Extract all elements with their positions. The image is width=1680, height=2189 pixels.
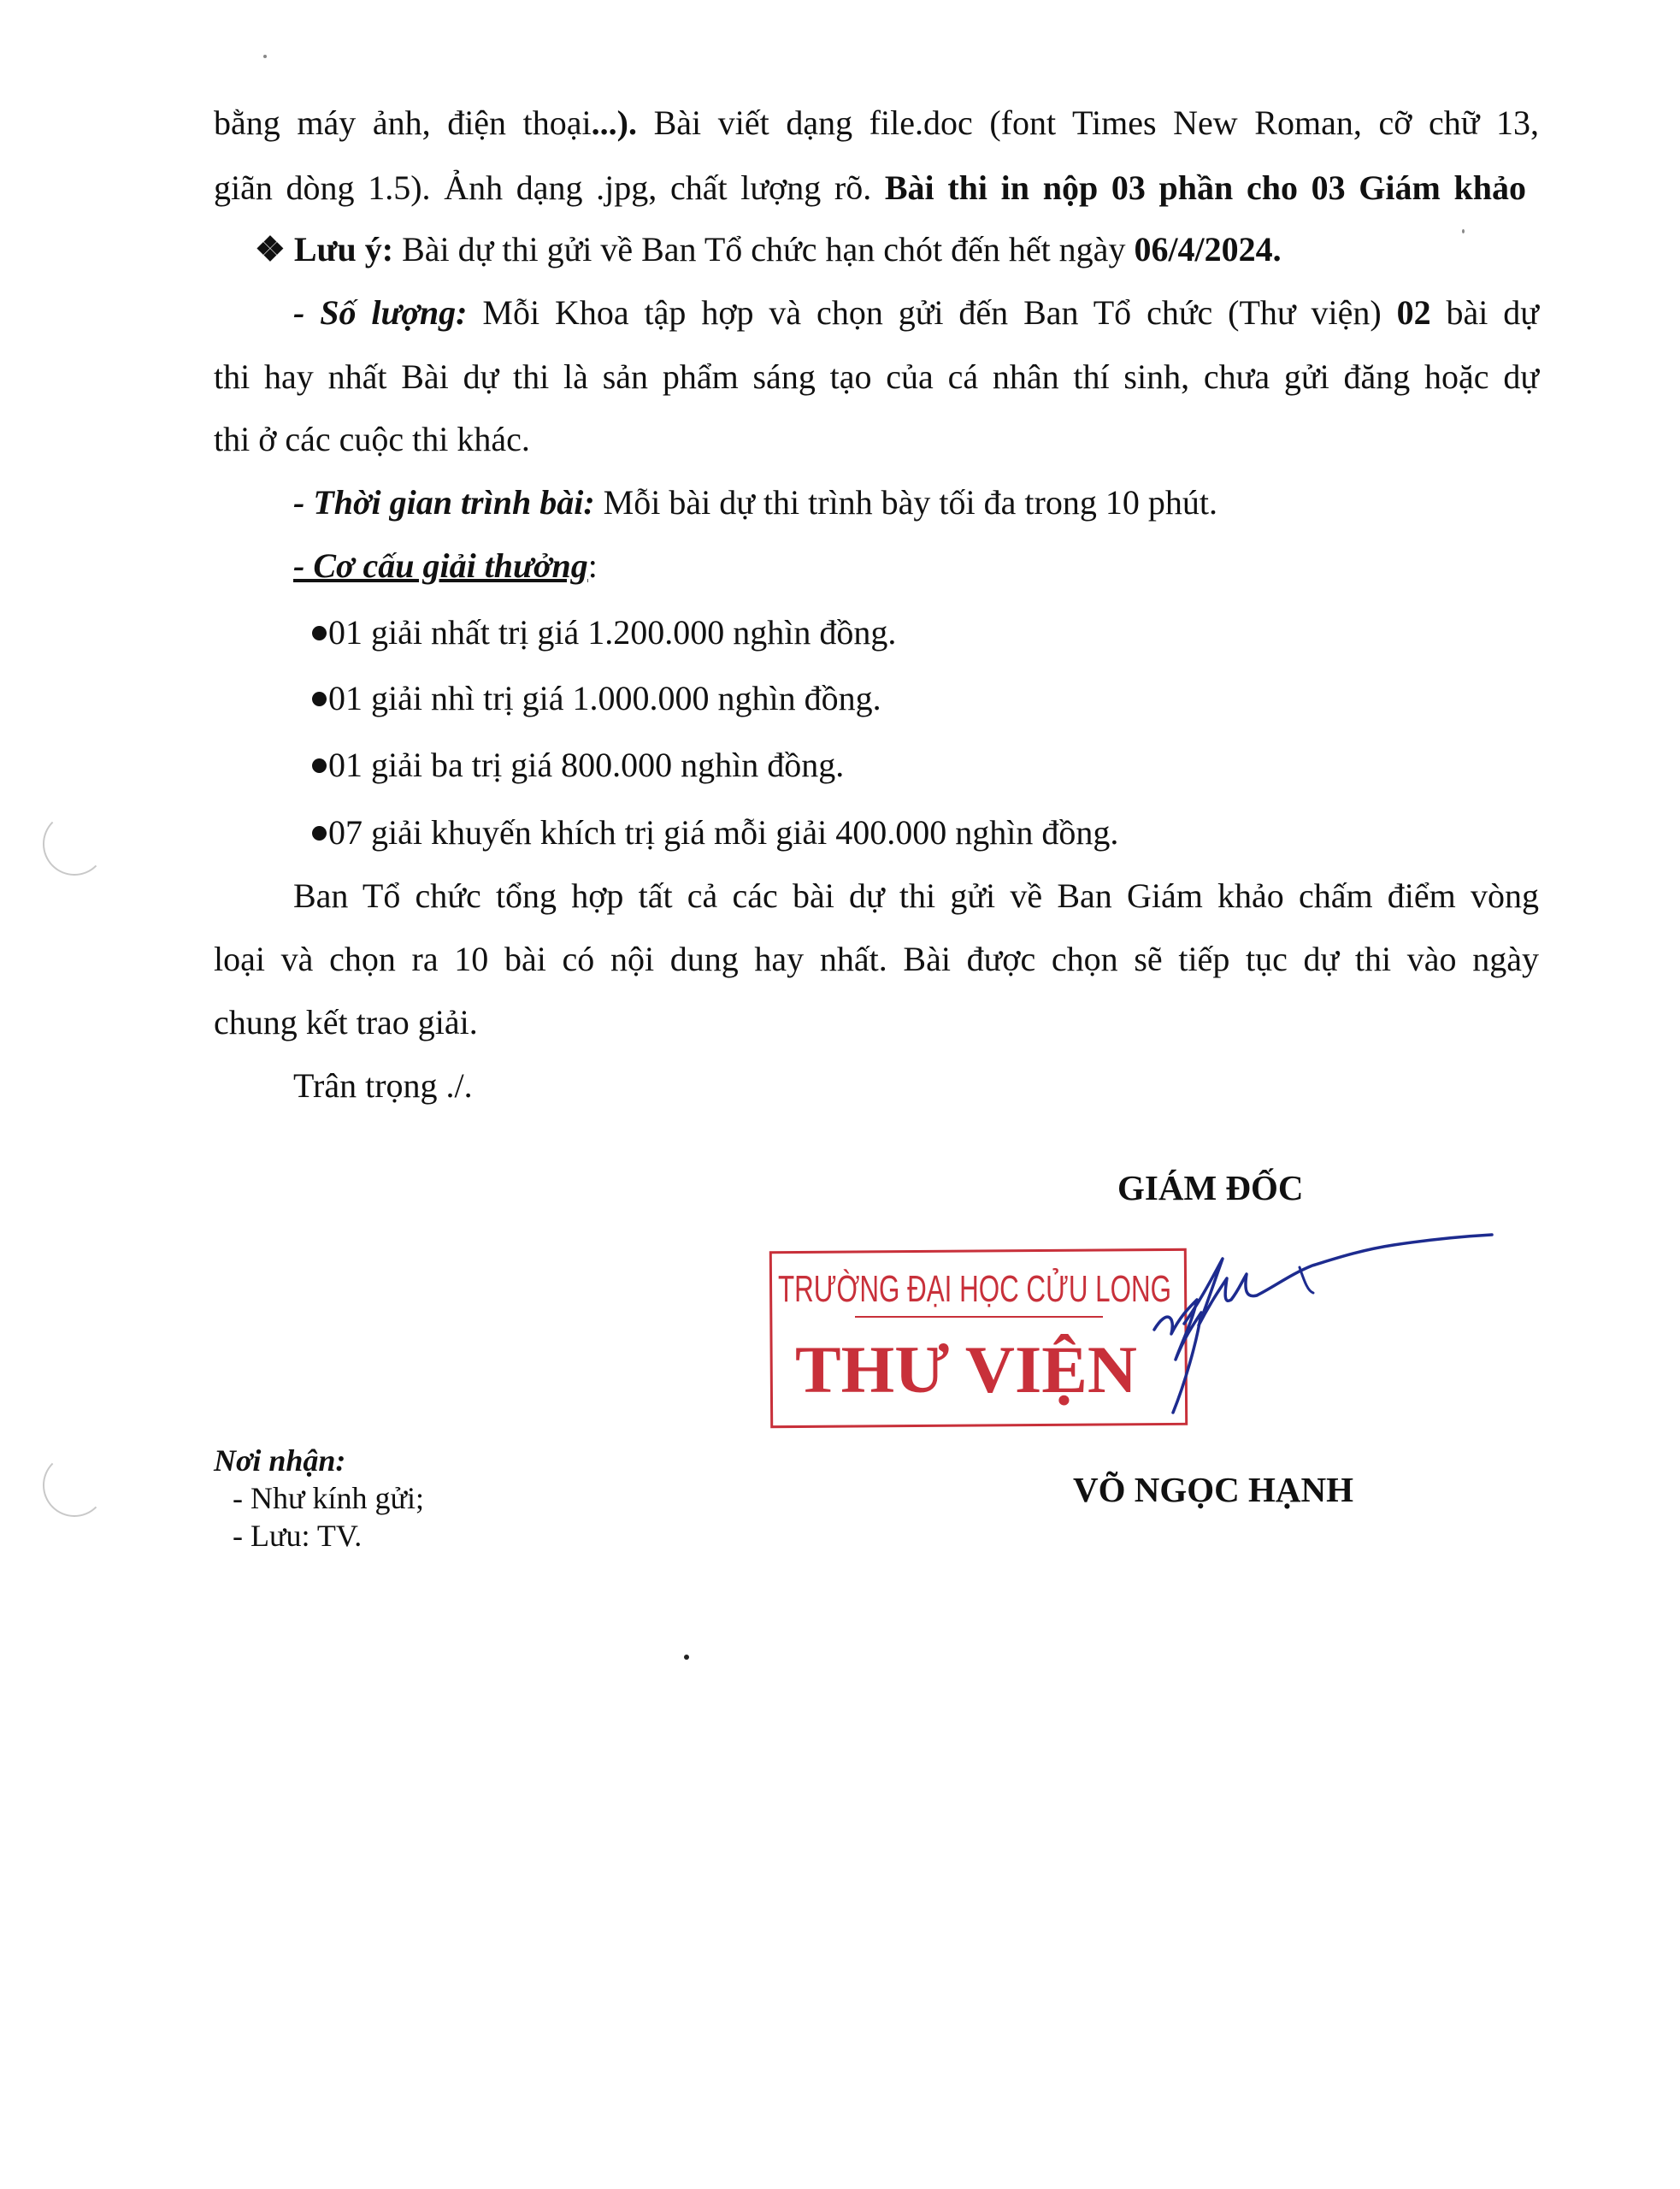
recipient-item: - Lưu: TV.: [233, 1519, 363, 1553]
presentation-time: - Thời gian trình bài: Mỗi bài dự thi trình bày tối đa trong 10 phút.: [293, 483, 1217, 522]
summary-line-3: chung kết trao giải.: [214, 1003, 478, 1041]
bullet-dot-icon: [312, 692, 327, 706]
body-line-2: giãn dòng 1.5). Ảnh dạng .jpg, chất lượng rõ. Bài thi in nộp 03 phần cho 03 Giám khảo: [214, 168, 1526, 207]
scan-speck: [1462, 229, 1465, 233]
prize-item: 01 giải nhất trị giá 1.200.000 nghìn đồng.: [312, 612, 896, 653]
signer-title: GIÁM ĐỐC: [1117, 1168, 1304, 1207]
recipient-item: - Như kính gửi;: [233, 1481, 425, 1515]
body-line-1: bằng máy ảnh, điện thoại...). Bài viết dạng file.doc (font Times New Roman, cỡ chữ 13,: [214, 103, 1539, 142]
quantity-line-2: thi hay nhất Bài dự thi là sản phẩm sáng tạo của cá nhân thí sinh, chưa gửi đăng hoặc dự: [214, 357, 1539, 396]
summary-line-1: Ban Tổ chức tổng hợp tất cả các bài dự thi gửi về Ban Giám khảo chấm điểm vòng: [293, 876, 1539, 915]
scan-speck: [263, 55, 267, 58]
closing: Trân trọng ./.: [293, 1066, 473, 1105]
punch-hole-mark: [43, 1454, 106, 1517]
prize-item: 01 giải nhì trị giá 1.000.000 nghìn đồng.: [312, 678, 881, 719]
quantity-line-3: thi ở các cuộc thi khác.: [214, 420, 530, 458]
prize-item: 01 giải ba trị giá 800.000 nghìn đồng.: [312, 745, 844, 786]
prize-item: 07 giải khuyến khích trị giá mỗi giải 400.000 nghìn đồng.: [312, 812, 1118, 853]
handwritten-signature: [1103, 1214, 1513, 1428]
stamp-school-name: TRƯỜNG ĐẠI HỌC CỬU LONG: [778, 1268, 1330, 1310]
quantity-line-1: - Số lượng: Mỗi Khoa tập hợp và chọn gửi đến Ban Tổ chức (Thư viện) 02 bài dự: [293, 293, 1539, 332]
signer-name: VÕ NGỌC HẠNH: [1073, 1470, 1353, 1509]
bullet-dot-icon: [312, 758, 327, 773]
deadline-note: ❖ Lưu ý: Bài dự thi gửi về Ban Tổ chức hạn chót đến hết ngày 06/4/2024.: [255, 230, 1282, 268]
prize-heading: - Cơ cấu giải thưởng:: [293, 546, 598, 585]
stamp-library-name: THƯ VIỆN: [795, 1332, 1137, 1407]
diamond-bullet-icon: ❖: [255, 230, 286, 268]
summary-line-2: loại và chọn ra 10 bài có nội dung hay nhất. Bài được chọn sẽ tiếp tục dự thi vào ngày: [214, 940, 1539, 978]
scan-speck: [684, 1655, 689, 1660]
recipients-heading: Nơi nhận:: [214, 1443, 346, 1478]
punch-hole-mark: [43, 812, 106, 876]
bullet-dot-icon: [312, 826, 327, 841]
bullet-dot-icon: [312, 626, 327, 640]
